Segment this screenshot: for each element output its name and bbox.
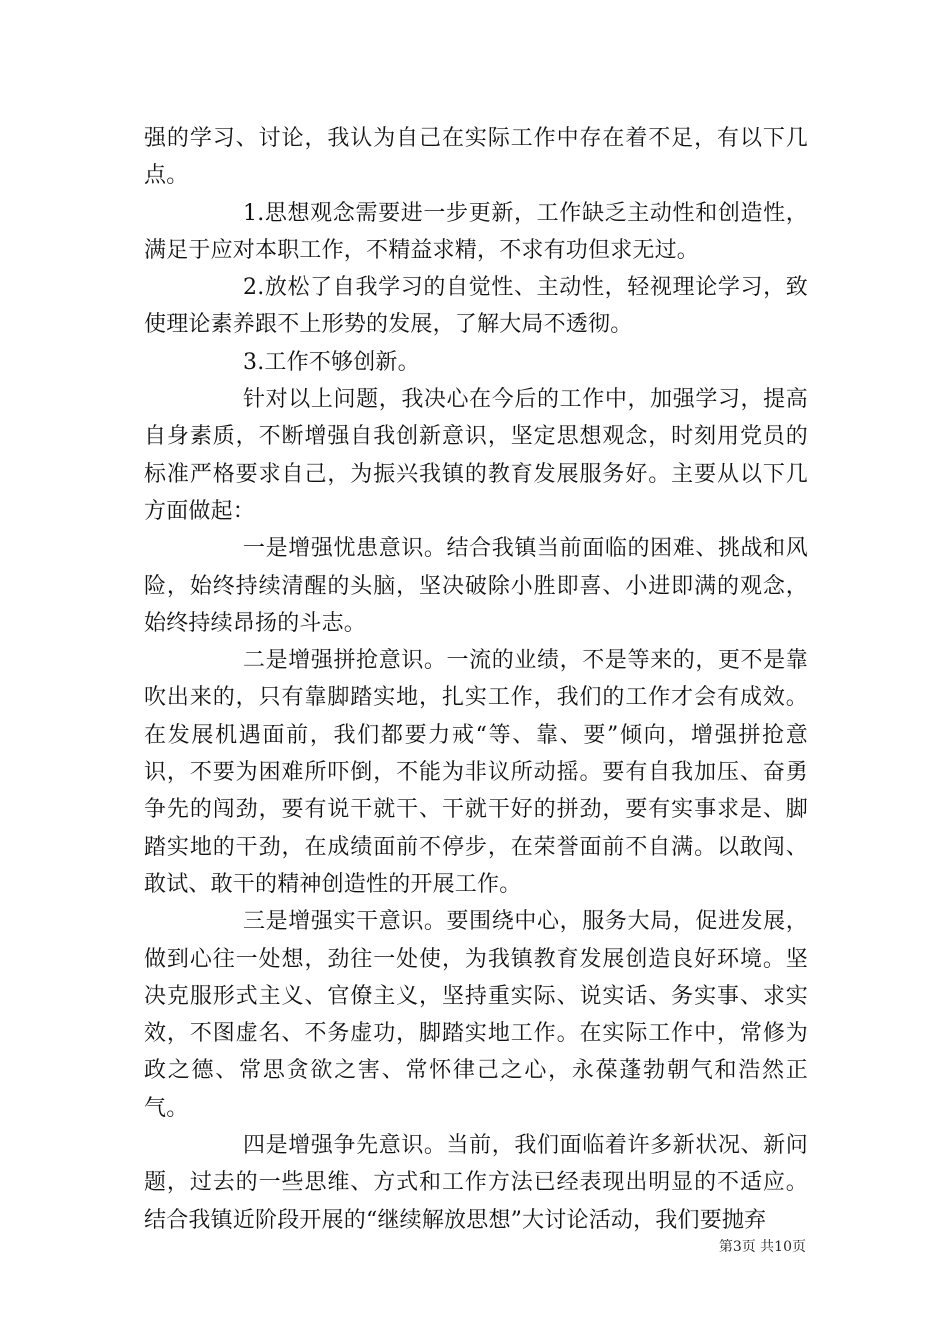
paragraph-7: 二是增强拼抢意识。一流的业绩，不是等来的，更不是靠吹出来的，只有靠脚踏实地，扎实工作，我们的工作才会有成效。在发展机遇面前，我们都要力戒“等、靠、要”倾向，增强拼抢意识，不要为困难所吓倒，不能为非议所动摇。要有自我加压、奋勇争先的闯劲，要有说干就干、干就干好的拼劲，要有实事求是、脚踏实地的干劲，在成绩面前不停步，在荣誉面前不自满。以敢闯、敢试、敢干的精神创造性的开展工作。 bbox=[144, 648, 808, 897]
paragraph-6: 一是增强忧患意识。结合我镇当前面临的困难、挑战和风险，始终持续清醒的头脑，坚决破除小胜即喜、小进即满的观念，始终持续昂扬的斗志。 bbox=[144, 536, 808, 636]
paragraph-5: 针对以上问题，我决心在今后的工作中，加强学习，提高自身素质，不断增强自我创新意识，坚定思想观念，时刻用党员的标准严格要求自己，为振兴我镇的教育发展服务好。主要从以下几方面做起： bbox=[144, 387, 808, 524]
page-footer: 第3页 共10页 bbox=[718, 1239, 806, 1255]
paragraph-1: 强的学习、讨论，我认为自己在实际工作中存在着不足，有以下几点。 bbox=[144, 126, 808, 189]
paragraph-3: 2.放松了自我学习的自觉性、主动性，轻视理论学习，致使理论素养跟不上形势的发展，了解大局不透彻。 bbox=[144, 275, 808, 338]
paragraph-4: 3.工作不够创新。 bbox=[243, 349, 420, 375]
document-body bbox=[144, 120, 808, 1239]
paragraph-8: 三是增强实干意识。要围绕中心，服务大局，促进发展，做到心往一处想，劲往一处使，为我镇教育发展创造良好环境。坚决克服形式主义、官僚主义，坚持重实际、说实话、务实事、求实效，不图虚名、不务虚功，脚踏实地工作。在实际工作中，常修为政之德、常思贪欲之害、常怀律己之心，永葆蓬勃朝气和浩然正气。 bbox=[144, 909, 808, 1121]
paragraph-2: 1.思想观念需要进一步更新，工作缺乏主动性和创造性，满足于应对本职工作，不精益求精，不求有功但求无过。 bbox=[144, 200, 808, 263]
paragraph-9: 四是增强争先意识。当前，我们面临着许多新状况、新问题，过去的一些思维、方式和工作方法已经表现出明显的不适应。结合我镇近阶段开展的“继续解放思想”大讨论活动，我们要抛弃 bbox=[144, 1133, 808, 1233]
